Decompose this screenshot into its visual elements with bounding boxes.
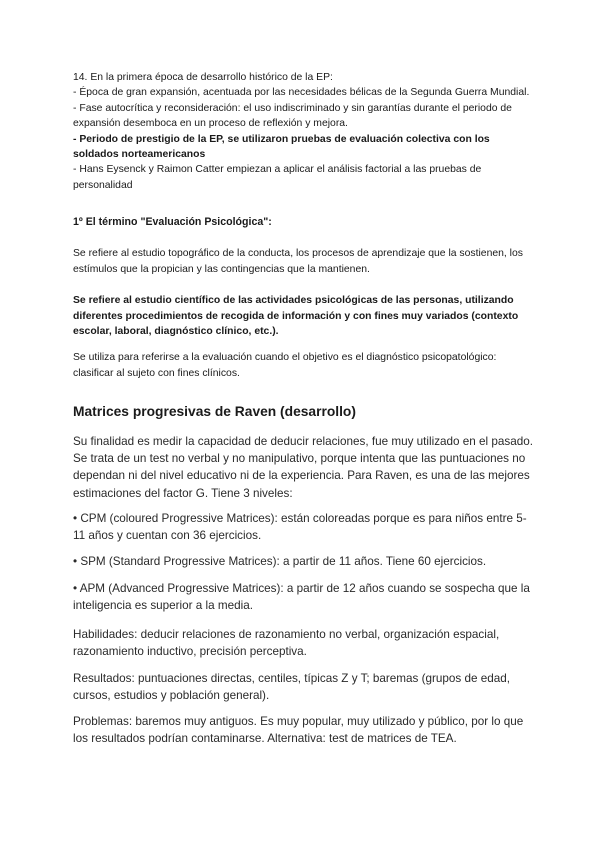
history-intro: 14. En la primera época de desarrollo histórico de la EP: bbox=[73, 72, 333, 83]
history-item: - Fase autocrítica y reconsideración: el uso indiscriminado y sin garantías durante el periodo de expansión desemboca en un proceso de reflexión y mejora. bbox=[73, 102, 512, 130]
term-heading: 1º El término "Evaluación Psicológica": bbox=[73, 216, 272, 228]
raven-resultados: Resultados: puntuaciones directas, centiles, típicas Z y T; baremas (grupos de edad, cursos, estudios y población general). bbox=[73, 672, 511, 703]
raven-intro: Su finalidad es medir la capacidad de deducir relaciones, fue muy utilizado en el pasado. Se trata de un test no verbal y no manipulativo, porque intenta que las puntuaciones no dependan ni del nivel educativo ni de la experiencia. Para Raven, es una de las mejores estimaciones del factor G. Tiene 3 niveles: bbox=[73, 435, 533, 500]
term-definition-3: Se utiliza para referirse a la evaluación cuando el objetivo es el diagnóstico psicopatológico: clasificar al sujeto con fines clínicos. bbox=[73, 352, 497, 379]
raven-level-apm: • APM (Advanced Progressive Matrices): a partir de 12 años cuando se sospecha que la inteligencia es superior a la media. bbox=[73, 582, 530, 613]
history-section bbox=[73, 70, 533, 193]
raven-habilidades: Habilidades: deducir relaciones de razonamiento no verbal, organización espacial, razonamiento inductivo, precisión perceptiva. bbox=[73, 628, 500, 659]
term-definition-2: Se refiere al estudio científico de las actividades psicológicas de las personas, utilizando diferentes procedimientos de recogida de información y con fines muy variados (contexto escolar, laboral, diagnóstico clínico, etc.). bbox=[73, 295, 519, 338]
raven-level-cpm: • CPM (coloured Progressive Matrices): están coloreadas porque es para niños entre 5-11 años y cuentan con 36 ejercicios. bbox=[73, 512, 527, 543]
history-item: - Época de gran expansión, acentuada por las necesidades bélicas de la Segunda Guerra Mundial. bbox=[73, 87, 530, 99]
raven-problemas: Problemas: baremos muy antiguos. Es muy popular, muy utilizado y público, por lo que los resultados podrían contaminarse. Alternativa: test de matrices de TEA. bbox=[73, 715, 524, 746]
term-definition-1: Se refiere al estudio topográfico de la conducta, los procesos de aprendizaje que la sostienen, los estímulos que la propician y las contingencias que la mantienen. bbox=[73, 248, 523, 275]
raven-level-spm: • SPM (Standard Progressive Matrices): a partir de 11 años. Tiene 60 ejercicios. bbox=[73, 555, 487, 568]
history-item-bold: - Periodo de prestigio de la EP, se utilizaron pruebas de evaluación colectiva con los soldados norteamericanos bbox=[73, 133, 490, 161]
raven-heading: Matrices progresivas de Raven (desarrollo) bbox=[73, 404, 356, 419]
history-item: - Hans Eysenck y Raimon Catter empiezan a aplicar el análisis factorial a las pruebas de personalidad bbox=[73, 164, 482, 191]
